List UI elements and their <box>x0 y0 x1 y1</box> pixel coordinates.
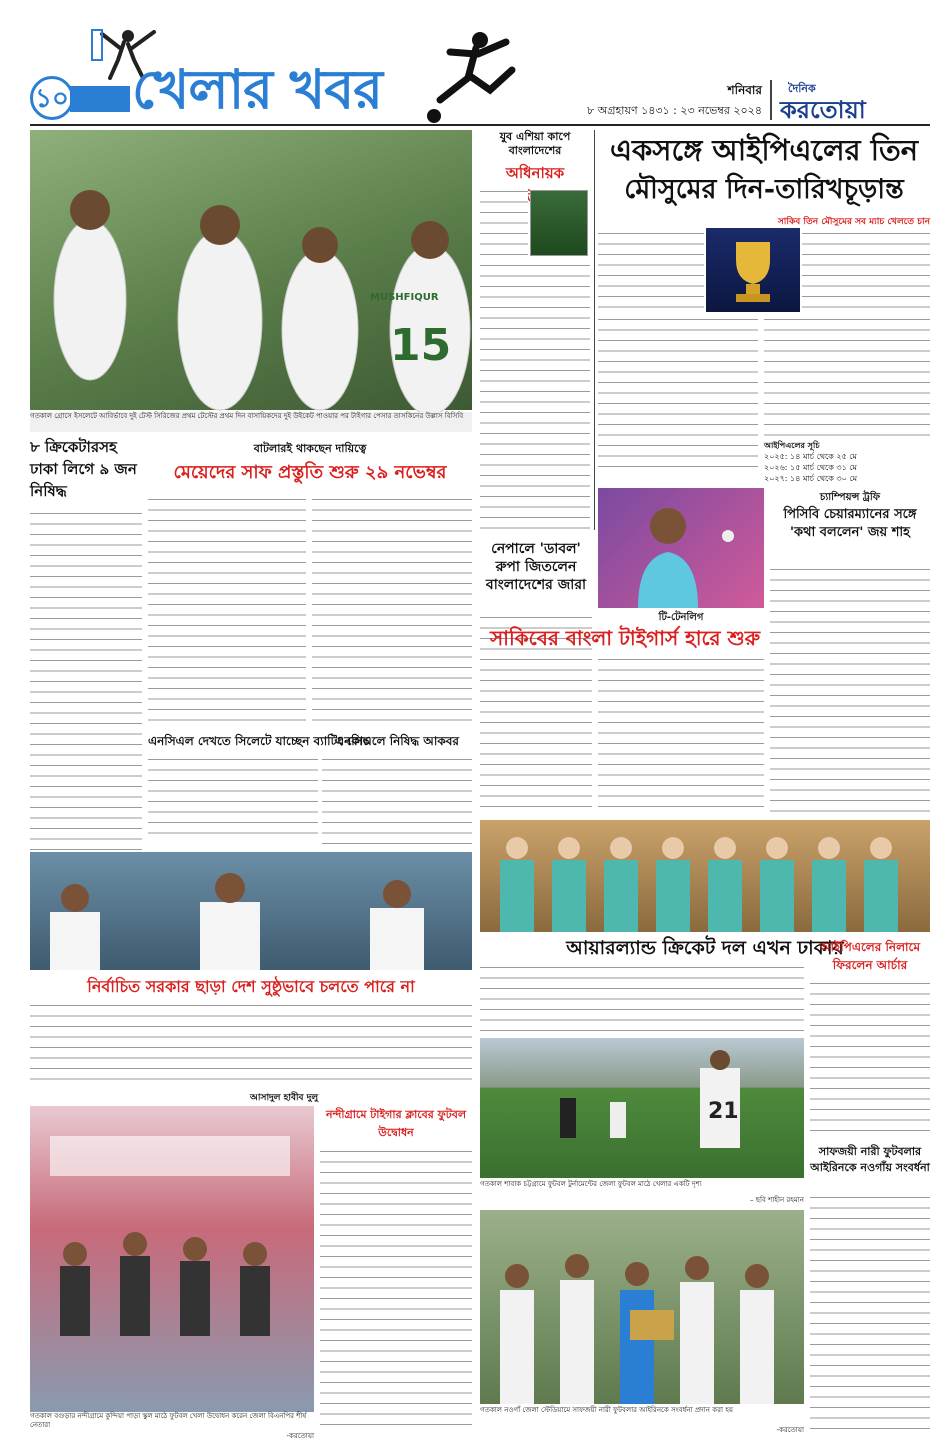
players-on-pitch <box>480 1038 804 1178</box>
day-label: শনিবার <box>727 83 762 97</box>
football-match-photo <box>480 1038 804 1178</box>
bottom-mid-caption: গতকাল নওগাঁ জেলা স্টেডিয়ামে সাফজয়ী নারী ফুটবলার আইরিনকে সংবর্ধনা প্রদান করা হয় <box>480 1406 734 1414</box>
ipl-body-3 <box>598 316 758 476</box>
bottom-mid-credit: -করতোয়া <box>776 1426 804 1434</box>
shakib-body <box>598 656 764 816</box>
ncl-headline: এনসিএল দেখতে সিলেটে যাচ্ছেন ব্যাটিং কোচ <box>148 734 370 748</box>
player-figure <box>598 488 764 608</box>
women-football-body <box>810 1194 930 1434</box>
azizul-photo <box>530 190 588 256</box>
ireland-team-photo <box>480 820 930 932</box>
ipl-trophy-image <box>706 228 800 312</box>
award-ceremony-photo <box>480 1210 804 1404</box>
ncl-body <box>148 756 318 836</box>
section-title: খেলার খবর <box>132 58 382 121</box>
ipl-schedule-title: আইপিএলের সূচি <box>764 441 820 450</box>
nandigram-headline: নন্দীগ্রামে টাইগার ক্লাবের ফুটবল উদ্বোধন <box>325 1108 467 1139</box>
svg-text:21: 21 <box>708 1099 739 1124</box>
masthead-rule <box>30 124 930 126</box>
football-caption: গতকাল শাবাক চট্টগ্রামে ফুটবল টুর্নামেন্টের জেলা ফুটবল মাঠে খেলার একটি দৃশ্য <box>480 1180 702 1188</box>
column-divider <box>594 130 595 530</box>
youth-asia-body-2 <box>480 262 590 532</box>
date-line: ৮ অগ্রহায়ণ ১৪৩১ : ২৩ নভেম্বর ২০২৪ <box>587 104 762 117</box>
ipl-schedule-row: ২০২৬: ১৫ মার্চ থেকে ৩১ মে <box>764 463 857 472</box>
ceremony-figures <box>480 1210 804 1404</box>
stage-figures <box>30 1106 314 1412</box>
bottom-left-credit: -করতোয়া <box>286 1432 314 1440</box>
bottom-left-caption: গতকাল বগুড়ার নন্দীগ্রামে কুন্দিয়া পাড়া স্কুল মাঠে ফুটবল খেলা উদ্বোধন করেন জেলা বিএনপির শীর্ষ নেতারা <box>30 1412 307 1429</box>
ipl-schedule-box <box>764 440 930 484</box>
nepal-headline: নেপালে 'ডাবল' রুপা জিতলেন বাংলাদেশের জারা <box>485 541 587 593</box>
paper-name-top: দৈনিক <box>788 82 816 95</box>
saff-kicker: বাটলারই থাকছেন দায়িত্বে <box>253 442 367 455</box>
shakib-headline: সাকিবের বাংলা টাইগার্স হারে শুরু <box>489 626 761 650</box>
players-illustration <box>30 130 472 410</box>
cricketers-body <box>30 510 142 850</box>
svg-text:15: 15 <box>390 320 452 371</box>
ipl-auction-body <box>810 980 930 1140</box>
masthead-stripe <box>70 86 130 112</box>
akbar-headline: এনসিএলে নিষিদ্ধ আকবর <box>334 734 460 748</box>
footballer-silhouette <box>420 30 530 126</box>
ipl-body-1 <box>598 230 704 312</box>
tennis-kicker: টি-টেনলিগ <box>658 612 704 623</box>
paper-name: করতোয়া <box>780 95 866 124</box>
tournament-stage-photo <box>30 1106 314 1412</box>
govt-body <box>30 1002 472 1088</box>
masthead-divider <box>770 80 772 120</box>
masthead <box>0 0 945 126</box>
youth-asia-kicker: যুব এশিয়া কাপে বাংলাদেশের <box>499 130 571 157</box>
saff-body-1 <box>148 496 306 726</box>
pcb-kicker: চ্যাম্পিয়ন্স ট্রফি <box>819 492 881 503</box>
ipl-subheadline: সাকিব তিন মৌসুমের সব ম্যাচ খেলতে চান <box>777 217 930 227</box>
ipl-schedule-row: ২০২৭: ১৪ মার্চ থেকে ৩০ মে <box>764 474 858 483</box>
ipl-auction-headline: আইপিএলের নিলামে ফিরলেন আর্চার <box>820 940 920 972</box>
ipl-body-2 <box>802 230 930 314</box>
ipl-headline-1: একসঙ্গে আইপিএলের তিন <box>609 133 919 167</box>
top-photo-caption: গতকাল গ্রোসে ইসলেটে আবির্ভাবে দুই টেস্ট সিরিজের প্রথম টেস্টের প্রথম দিন বাসায়িকদের দুই উইকেট পাওয়ার পর টাইগার পেসার তাসকিনের উল্লাস বিসিবি <box>30 412 472 432</box>
saff-body-2 <box>312 496 472 726</box>
nandigram-body <box>320 1148 472 1428</box>
trophy-icon <box>706 228 800 312</box>
politicians-figures <box>30 852 472 970</box>
women-football-headline: সাফজয়ী নারী ফুটবলার আইরিনকে নওগাঁয় সংবর্ধনা <box>810 1145 930 1174</box>
svg-text:MUSHFIQUR: MUSHFIQUR <box>370 292 439 303</box>
pcb-headline: পিসিবি চেয়ারম্যানের সঙ্গে 'কথা বললেন' জয় শাহ <box>783 507 917 540</box>
football-credit: – ছবি শাহীন রহমান <box>750 1196 804 1204</box>
youth-asia-headline: অধিনায়ক <box>505 164 565 182</box>
shakib-photo <box>598 488 764 608</box>
cricketers-headline: ৮ ক্রিকেটারসহ ঢাকা লিগে ৯ জন নিষিদ্ধ <box>30 438 137 500</box>
ipl-body-4 <box>764 316 930 438</box>
politics-photo <box>30 852 472 970</box>
youth-asia-body-1 <box>480 188 528 260</box>
page-number-badge <box>30 76 74 120</box>
saff-headline: মেয়েদের সাফ প্রস্তুতি শুরু ২৯ নভেম্বর <box>173 462 447 483</box>
page-number: ১০ <box>35 84 69 114</box>
pcb-body <box>770 566 930 816</box>
ipl-headline-2: মৌসুমের দিন-তারিখচূড়ান্ত <box>624 174 904 205</box>
team-figures <box>480 820 930 932</box>
govt-headline: নির্বাচিত সরকার ছাড়া দেশ সুষ্ঠুভাবে চলতে পারে না <box>87 977 415 996</box>
cricket-celebration-photo <box>30 130 472 410</box>
ireland-headline: আয়ারল্যান্ড ক্রিকেট দল এখন ঢাকায় <box>566 937 844 959</box>
govt-byline: আসাদুল হাবীব দুলু <box>250 1093 319 1103</box>
ipl-schedule-row: ২০২৫: ১৪ মার্চ থেকে ২৫ মে <box>764 452 857 461</box>
ireland-body <box>480 964 804 1034</box>
